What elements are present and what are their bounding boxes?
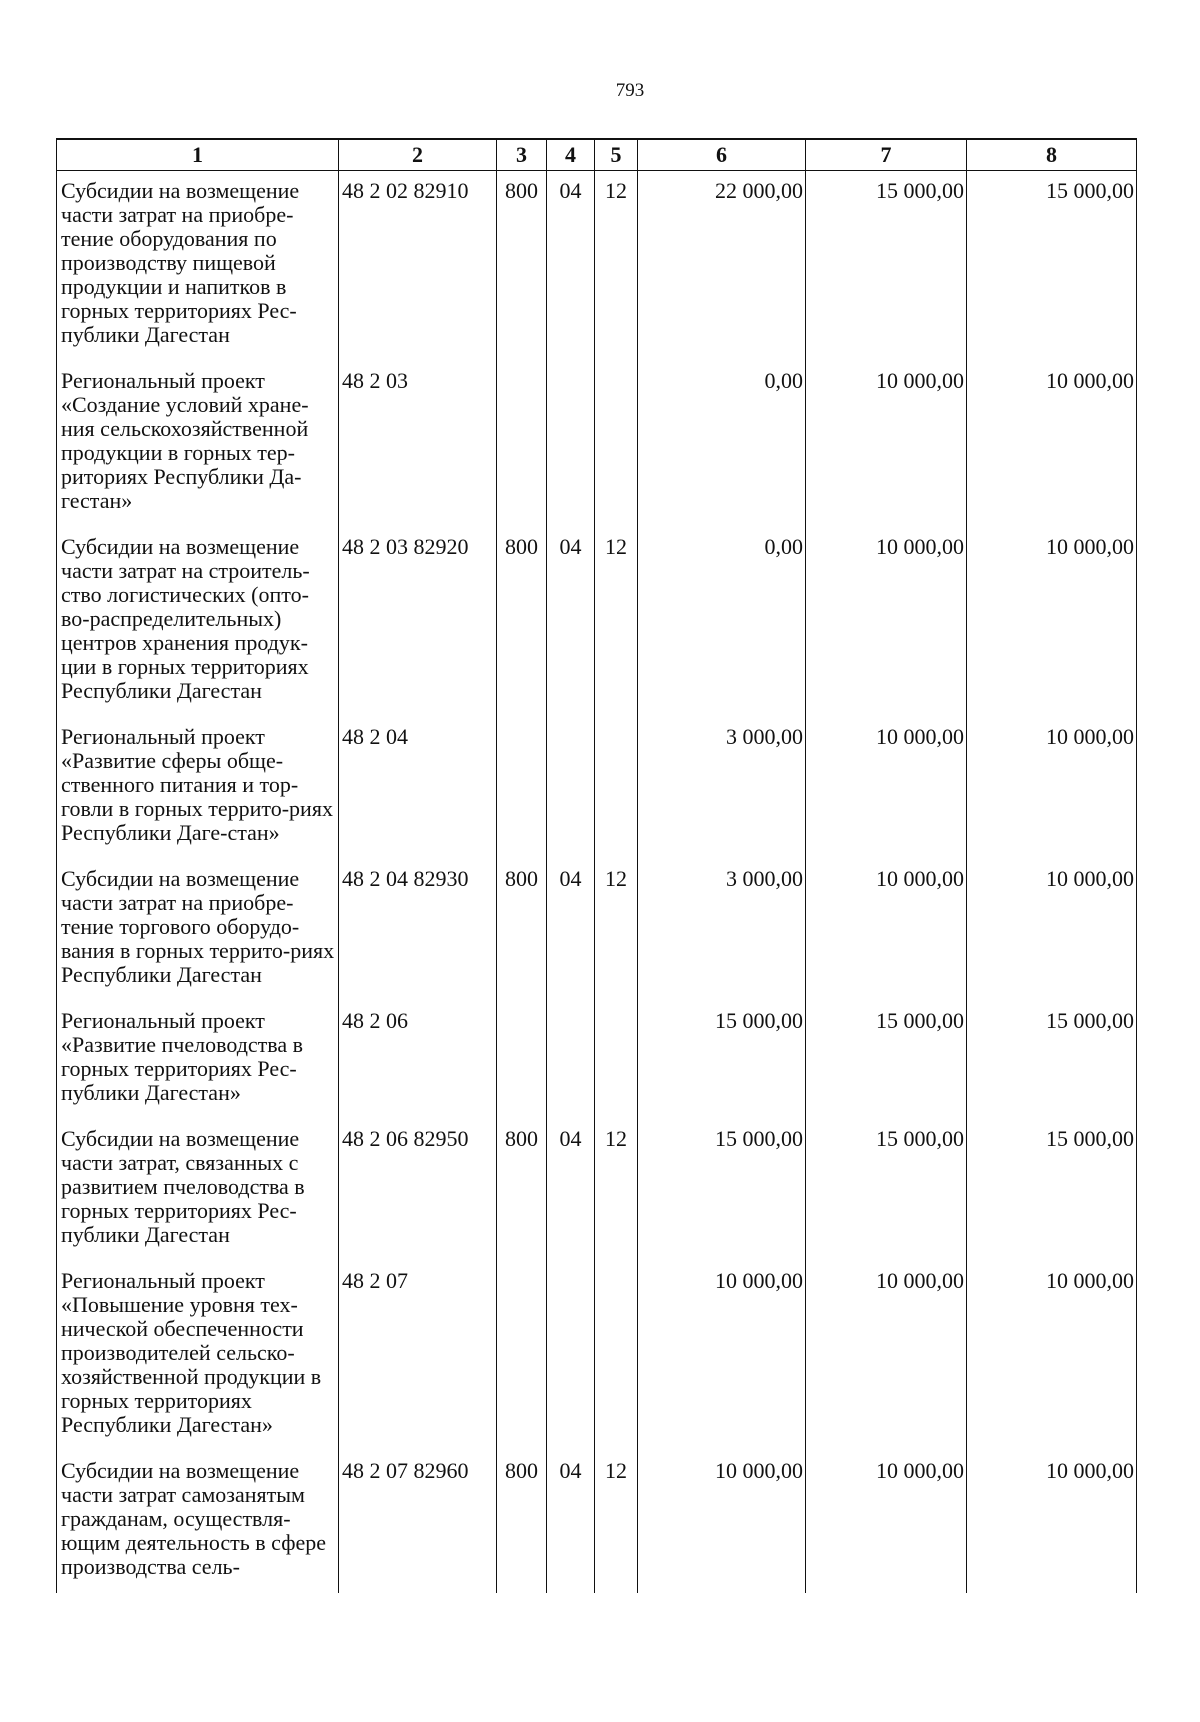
row-col3 (497, 717, 547, 859)
row-code: 48 2 07 (339, 1261, 497, 1451)
row-value-6: 0,00 (638, 527, 806, 717)
row-value-8: 15 000,00 (967, 1001, 1137, 1119)
row-col4: 04 (547, 171, 595, 362)
row-value-6: 0,00 (638, 361, 806, 527)
row-col5 (595, 717, 638, 859)
row-value-8: 10 000,00 (967, 1451, 1137, 1593)
row-code: 48 2 03 (339, 361, 497, 527)
row-col5 (595, 361, 638, 527)
row-value-8: 10 000,00 (967, 527, 1137, 717)
row-col4 (547, 1261, 595, 1451)
row-col4: 04 (547, 1451, 595, 1593)
row-value-8: 10 000,00 (967, 361, 1137, 527)
table-row (57, 859, 1137, 1001)
row-col3: 800 (497, 859, 547, 1001)
row-value-8: 10 000,00 (967, 859, 1137, 1001)
table-row (57, 1451, 1137, 1593)
row-name: Региональный проект «Создание условий хране-ния сельскохозяйственной продукции в горных тер-риториях Республики Да-гестан» (57, 361, 339, 527)
row-value-7: 10 000,00 (806, 527, 967, 717)
table-row (57, 361, 1137, 527)
column-header-4: 4 (547, 139, 595, 171)
table-row (57, 1119, 1137, 1261)
row-col5: 12 (595, 859, 638, 1001)
row-value-8: 10 000,00 (967, 717, 1137, 859)
row-col3: 800 (497, 527, 547, 717)
row-name: Региональный проект «Развитие пчеловодства в горных территориях Рес-публики Дагестан» (57, 1001, 339, 1119)
row-value-7: 10 000,00 (806, 1261, 967, 1451)
table-row (57, 717, 1137, 859)
table-row (57, 527, 1137, 717)
row-col3: 800 (497, 1119, 547, 1261)
row-value-6: 3 000,00 (638, 859, 806, 1001)
row-code: 48 2 07 82960 (339, 1451, 497, 1593)
row-value-7: 10 000,00 (806, 361, 967, 527)
row-value-6: 15 000,00 (638, 1119, 806, 1261)
row-code: 48 2 02 82910 (339, 171, 497, 362)
row-value-7: 15 000,00 (806, 171, 967, 362)
column-header-1: 1 (57, 139, 339, 171)
row-name: Субсидии на возмещение части затрат самозанятым гражданам, осуществля-ющим деятельность в сфере производства сель- (57, 1451, 339, 1593)
row-col4 (547, 361, 595, 527)
row-value-6: 10 000,00 (638, 1451, 806, 1593)
row-col3: 800 (497, 171, 547, 362)
row-col3 (497, 1001, 547, 1119)
row-value-8: 15 000,00 (967, 1119, 1137, 1261)
row-value-7: 10 000,00 (806, 859, 967, 1001)
column-header-6: 6 (638, 139, 806, 171)
row-col4: 04 (547, 859, 595, 1001)
column-header-5: 5 (595, 139, 638, 171)
row-value-7: 10 000,00 (806, 717, 967, 859)
row-code: 48 2 06 (339, 1001, 497, 1119)
column-header-3: 3 (497, 139, 547, 171)
row-col3 (497, 1261, 547, 1451)
row-col3: 800 (497, 1451, 547, 1593)
row-col5: 12 (595, 527, 638, 717)
column-header-2: 2 (339, 139, 497, 171)
row-value-6: 15 000,00 (638, 1001, 806, 1119)
table-row (57, 1001, 1137, 1119)
row-col4: 04 (547, 1119, 595, 1261)
row-name: Субсидии на возмещение части затрат на строитель-ство логистических (опто-во-распределительных) центров хранения продук-ции в горных территориях Республики Дагестан (57, 527, 339, 717)
row-value-7: 15 000,00 (806, 1001, 967, 1119)
row-name: Субсидии на возмещение части затрат на приобре-тение торгового оборудо-вания в горных террито-риях Республики Дагестан (57, 859, 339, 1001)
row-name: Субсидии на возмещение части затрат, связанных с развитием пчеловодства в горных территориях Рес-публики Дагестан (57, 1119, 339, 1261)
row-col5: 12 (595, 1119, 638, 1261)
column-header-8: 8 (967, 139, 1137, 171)
row-code: 48 2 03 82920 (339, 527, 497, 717)
row-value-6: 3 000,00 (638, 717, 806, 859)
row-col5 (595, 1261, 638, 1451)
row-value-6: 22 000,00 (638, 171, 806, 362)
table-row (57, 171, 1137, 362)
table-header-row (57, 139, 1137, 171)
row-name: Региональный проект «Повышение уровня тех-нической обеспеченности производителей сельско-хозяйственной продукции в горных территориях Республики Дагестан» (57, 1261, 339, 1451)
table-row (57, 1261, 1137, 1451)
row-value-7: 10 000,00 (806, 1451, 967, 1593)
row-value-8: 15 000,00 (967, 171, 1137, 362)
row-col4 (547, 717, 595, 859)
row-col5 (595, 1001, 638, 1119)
row-value-8: 10 000,00 (967, 1261, 1137, 1451)
row-col5: 12 (595, 171, 638, 362)
row-col4: 04 (547, 527, 595, 717)
row-col5: 12 (595, 1451, 638, 1593)
row-value-7: 15 000,00 (806, 1119, 967, 1261)
row-col4 (547, 1001, 595, 1119)
row-code: 48 2 06 82950 (339, 1119, 497, 1261)
row-value-6: 10 000,00 (638, 1261, 806, 1451)
row-name: Региональный проект «Развитие сферы обще-ственного питания и тор-говли в горных террито-риях Республики Даге-стан» (57, 717, 339, 859)
row-col3 (497, 361, 547, 527)
row-code: 48 2 04 82930 (339, 859, 497, 1001)
column-header-7: 7 (806, 139, 967, 171)
row-name: Субсидии на возмещение части затрат на приобре-тение оборудования по производству пищевой продукции и напитков в горных территориях Рес-публики Дагестан (57, 171, 339, 362)
row-code: 48 2 04 (339, 717, 497, 859)
budget-table (56, 138, 1137, 1593)
page-number: 793 (615, 80, 645, 101)
